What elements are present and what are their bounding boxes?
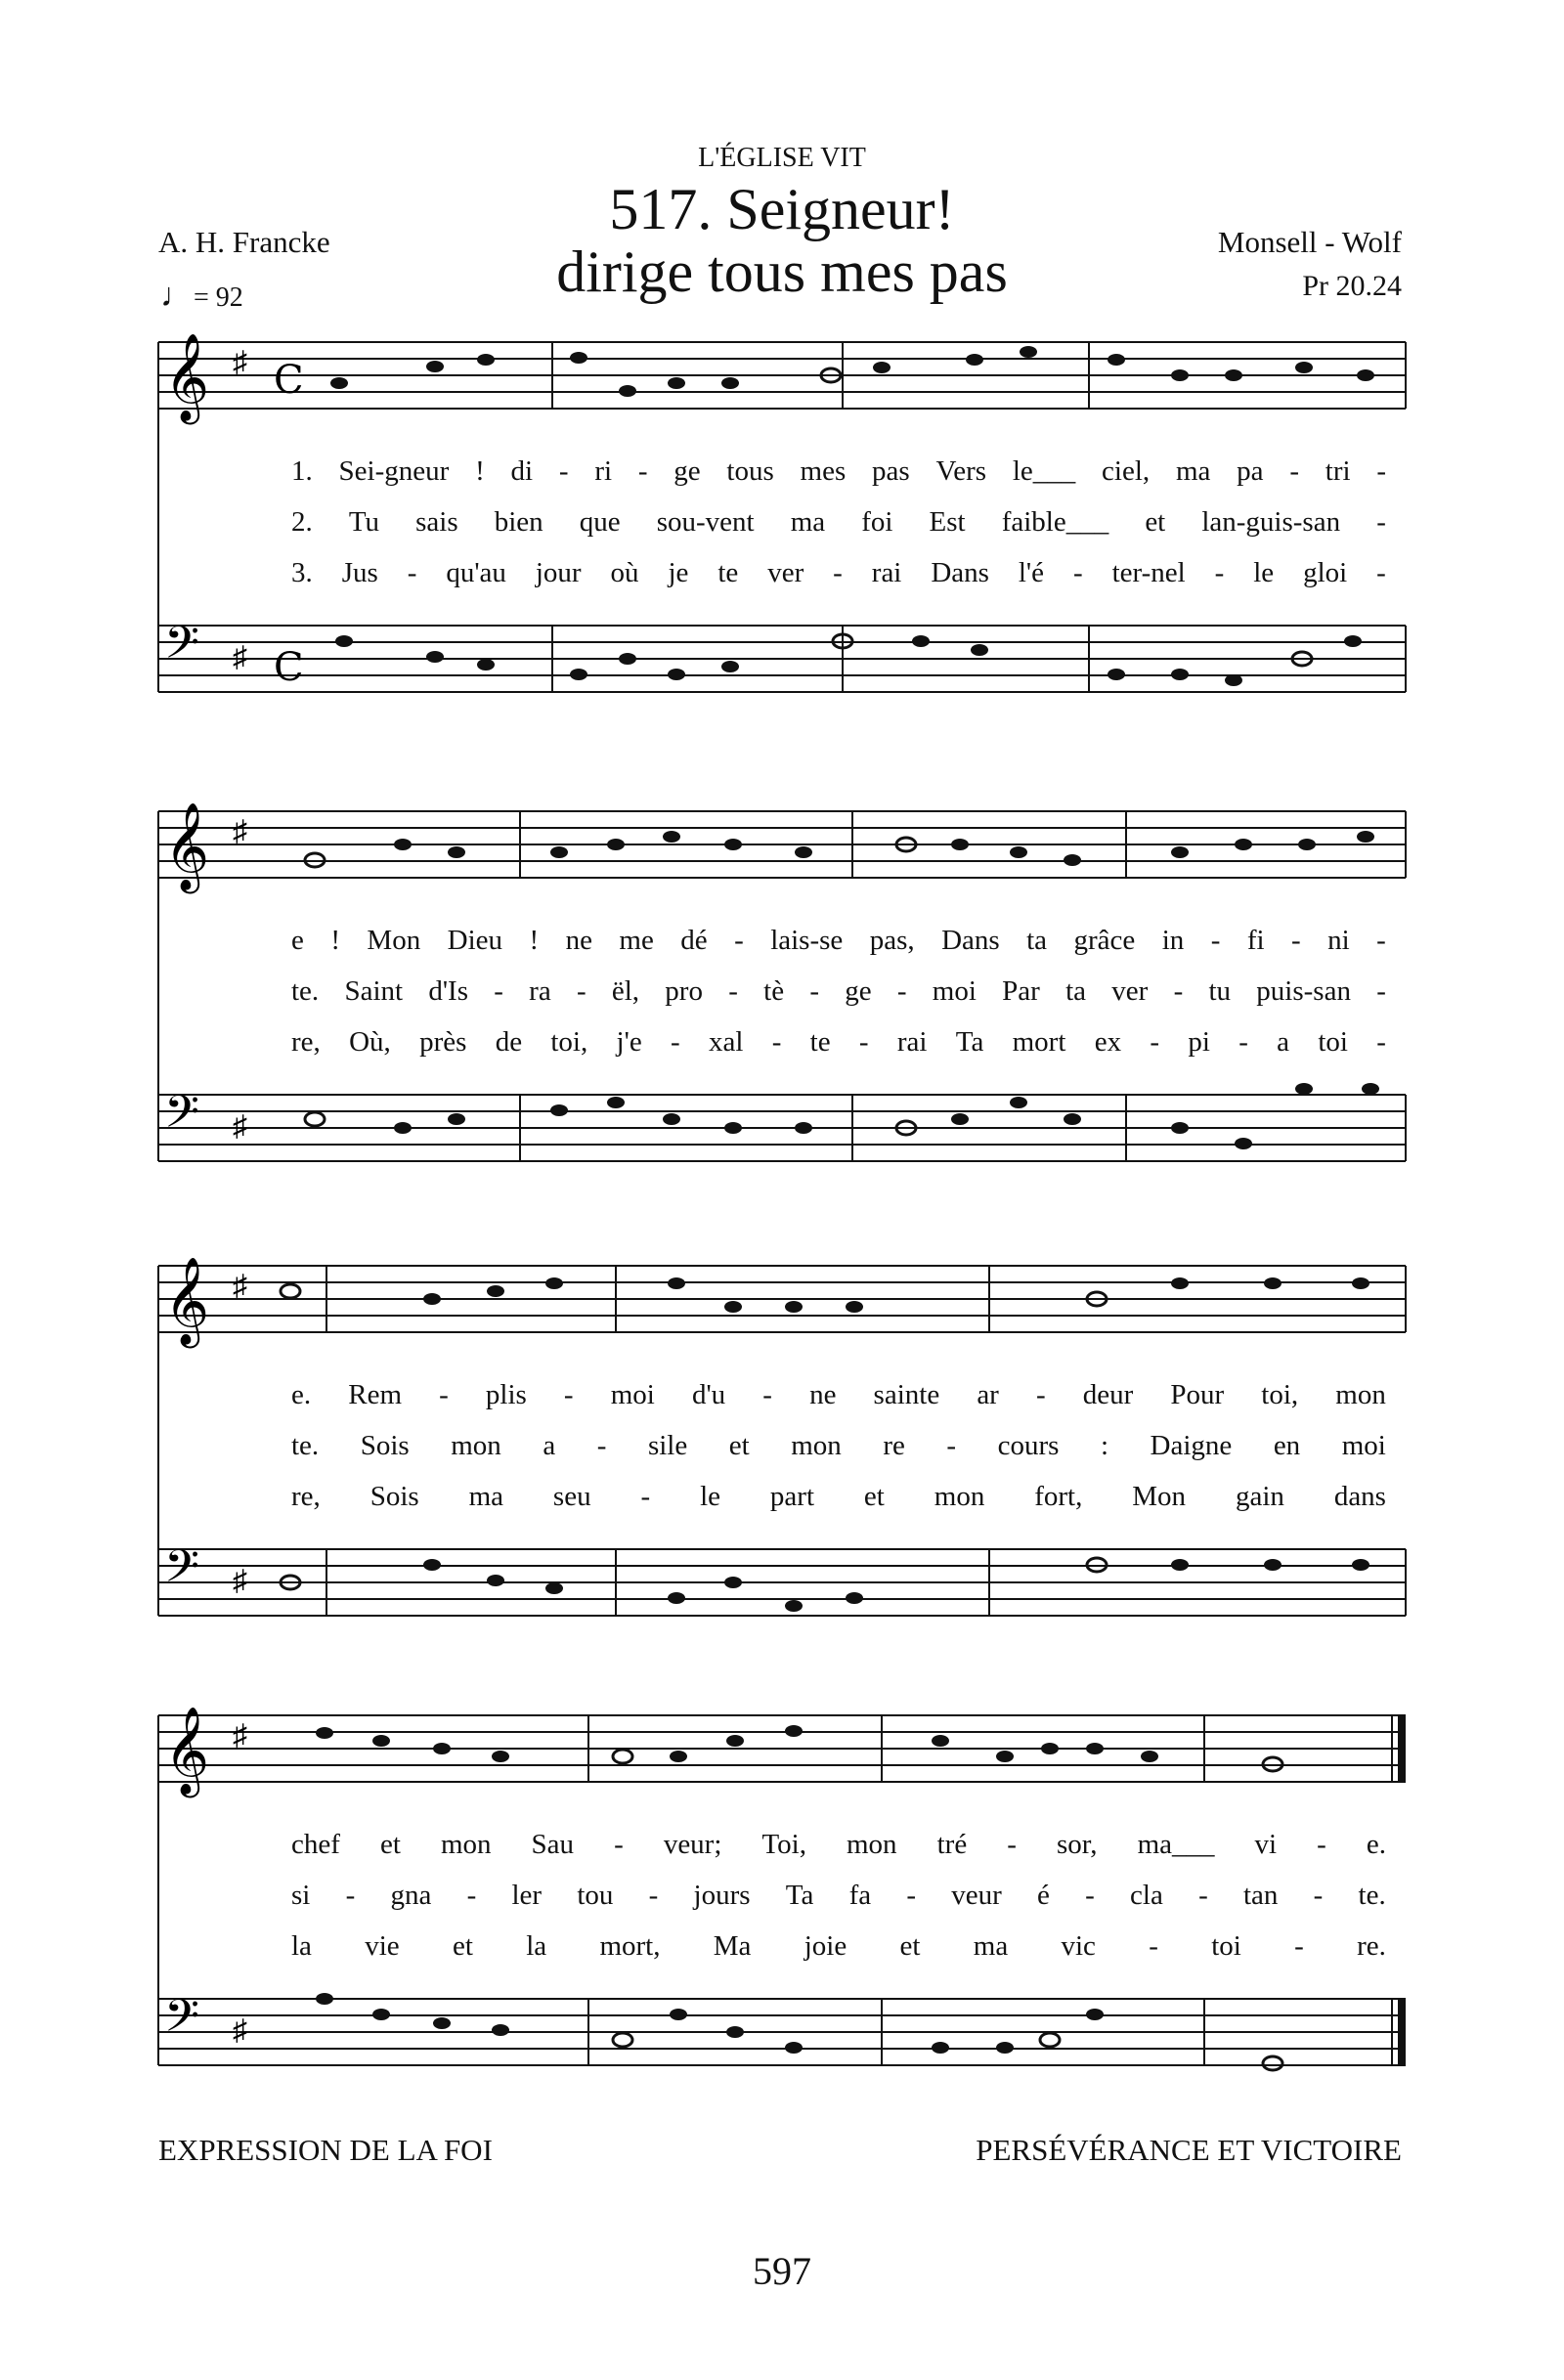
hymn-title-line-1: 517. Seigneur! xyxy=(609,177,955,241)
lyric-syllable: ma xyxy=(790,506,826,538)
lyric-syllable: e. xyxy=(291,1379,312,1410)
lyrics-verse-1 xyxy=(291,455,1386,495)
category-left: EXPRESSION DE LA FOI xyxy=(158,2133,493,2167)
lyric-syllable: moi xyxy=(610,1379,655,1410)
bass-staff xyxy=(158,617,1406,743)
lyric-syllable: Ta xyxy=(785,1880,814,1911)
lyric-syllable: ar xyxy=(977,1379,999,1410)
lyric-syllable: Mon xyxy=(367,925,421,956)
composer: A. H. Francke xyxy=(158,225,330,259)
lyric-syllable: et xyxy=(452,1930,473,1962)
lyric-syllable: ex xyxy=(1094,1026,1122,1058)
quarter-note-icon: ♩ xyxy=(160,278,194,314)
treble-clef-icon: 𝄞 xyxy=(164,802,210,890)
treble-staff xyxy=(158,333,1406,459)
lyric-syllable: - xyxy=(833,557,843,588)
lyric-syllable: - xyxy=(1007,1829,1017,1860)
lyric-syllable: - xyxy=(640,1481,651,1512)
lyric-syllable: - xyxy=(1313,1880,1324,1911)
lyrics-verse-1 xyxy=(291,925,1386,964)
lyric-syllable: - xyxy=(1198,1880,1208,1911)
lyric-syllable: tu xyxy=(1208,975,1232,1007)
key-signature-sharp-icon: ♯ xyxy=(233,1270,247,1302)
lyric-syllable: mort xyxy=(1012,1026,1066,1058)
lyric-syllable: pa xyxy=(1237,455,1264,487)
lyric-syllable: je xyxy=(668,557,689,588)
lyric-syllable: d'Is xyxy=(428,975,468,1007)
lyric-syllable: et xyxy=(863,1481,885,1512)
lyric-syllable: part xyxy=(769,1481,815,1512)
lyric-syllable: - xyxy=(671,1026,680,1058)
key-signature-sharp-icon: ♯ xyxy=(233,1719,247,1752)
lyric-syllable: mon xyxy=(440,1829,492,1860)
lyric-syllable: moi xyxy=(932,975,977,1007)
key-signature-sharp-icon: ♯ xyxy=(233,1565,247,1597)
lyric-syllable: ne xyxy=(809,1379,837,1410)
lyric-syllable: lan-guis-san xyxy=(1201,506,1341,538)
lyric-syllable: Dans xyxy=(931,557,989,588)
lyric-syllable: te xyxy=(809,1026,831,1058)
lyric-syllable: vie xyxy=(365,1930,400,1962)
lyric-syllable: chef xyxy=(291,1829,340,1860)
lyric-syllable: a xyxy=(543,1430,556,1461)
lyric-syllable: pas xyxy=(872,455,910,487)
category-right: PERSÉVÉRANCE ET VICTOIRE xyxy=(976,2133,1402,2167)
lyric-syllable: - xyxy=(1294,1930,1304,1962)
lyric-syllable: jours xyxy=(693,1880,751,1911)
lyric-syllable: - xyxy=(563,1379,574,1410)
lyric-syllable: Vers xyxy=(935,455,987,487)
lyric-syllable: d'u xyxy=(691,1379,726,1410)
treble-clef-icon: 𝄞 xyxy=(164,1257,210,1345)
lyric-syllable: - xyxy=(1085,1880,1095,1911)
lyrics-verse-2 xyxy=(291,975,1386,1015)
lyrics-verse-1 xyxy=(291,1379,1386,1418)
lyrics-verse-1 xyxy=(291,1829,1386,1868)
lyric-syllable: ! xyxy=(529,925,540,956)
lyric-syllable: ! xyxy=(475,455,485,487)
lyric-syllable: te. xyxy=(1358,1880,1386,1911)
lyric-syllable: - xyxy=(1238,1026,1248,1058)
lyric-syllable: - xyxy=(728,975,738,1007)
lyric-syllable: en xyxy=(1273,1430,1301,1461)
lyric-syllable: joie xyxy=(804,1930,847,1962)
lyric-syllable: et xyxy=(1145,506,1166,538)
lyric-syllable: et xyxy=(899,1930,921,1962)
section-heading: L'ÉGLISE VIT xyxy=(698,143,866,173)
lyric-syllable: fi xyxy=(1246,925,1265,956)
lyric-syllable: - xyxy=(494,975,503,1007)
lyric-syllable: mon xyxy=(847,1829,897,1860)
lyric-syllable: l'é xyxy=(1018,557,1045,588)
lyric-syllable: gain xyxy=(1235,1481,1284,1512)
tempo-value: = 92 xyxy=(194,282,243,313)
lyric-syllable: seu xyxy=(552,1481,591,1512)
lyric-syllable: ma xyxy=(1175,455,1211,487)
lyric-syllable: - xyxy=(1289,455,1299,487)
lyric-syllable: Mon xyxy=(1132,1481,1187,1512)
lyric-syllable: Par xyxy=(1002,975,1040,1007)
lyrics-verse-3 xyxy=(291,1481,1386,1520)
lyric-syllable: tou xyxy=(577,1880,614,1911)
page-number: 597 xyxy=(753,2249,811,2293)
lyric-syllable: puis-san xyxy=(1256,975,1351,1007)
lyric-syllable: mort, xyxy=(599,1930,661,1962)
lyric-syllable: - xyxy=(1376,455,1386,487)
lyric-syllable: faible___ xyxy=(1001,506,1109,538)
lyric-syllable: pi xyxy=(1188,1026,1210,1058)
lyric-syllable: vic xyxy=(1061,1930,1096,1962)
lyric-syllable: te. xyxy=(291,1430,320,1461)
lyric-syllable: - xyxy=(407,557,417,588)
lyric-syllable: Saint xyxy=(344,975,404,1007)
lyric-syllable: - xyxy=(1290,925,1301,956)
lyric-syllable: foi xyxy=(861,506,893,538)
lyric-syllable: rai xyxy=(871,557,902,588)
lyric-syllable: - xyxy=(1376,925,1386,956)
lyric-syllable: bien xyxy=(494,506,543,538)
lyric-syllable: sainte xyxy=(873,1379,940,1410)
lyric-syllable: - xyxy=(1376,506,1386,538)
lyricist: Monsell - Wolf xyxy=(1217,225,1402,259)
lyric-syllable: - xyxy=(896,975,907,1007)
lyric-syllable: - xyxy=(946,1430,957,1461)
lyric-syllable: Sau xyxy=(531,1829,575,1860)
lyric-syllable: que xyxy=(579,506,621,538)
lyric-syllable: veur xyxy=(951,1880,1002,1911)
lyric-syllable: tré xyxy=(936,1829,968,1860)
lyric-syllable: ni xyxy=(1327,925,1350,956)
lyric-syllable: tè xyxy=(763,975,785,1007)
lyric-syllable: Pour xyxy=(1170,1379,1225,1410)
lyric-syllable: cla xyxy=(1130,1880,1163,1911)
lyric-syllable: ne xyxy=(565,925,592,956)
lyric-syllable: jour xyxy=(535,557,582,588)
lyric-syllable: - xyxy=(1376,975,1386,1007)
lyric-syllable: - xyxy=(614,1829,624,1860)
lyric-syllable: Dieu xyxy=(447,925,503,956)
lyric-syllable: Tu xyxy=(348,506,380,538)
lyric-syllable: - xyxy=(1150,1026,1160,1058)
lyric-syllable: ta xyxy=(1026,925,1048,956)
lyric-syllable: - xyxy=(1035,1379,1046,1410)
tempo-marking xyxy=(160,278,243,315)
lyric-syllable: Dans xyxy=(941,925,1000,956)
lyric-syllable: - xyxy=(809,975,819,1007)
common-time-icon: C xyxy=(274,645,304,690)
lyric-syllable: - xyxy=(466,1880,477,1911)
lyric-syllable: sou-vent xyxy=(656,506,755,538)
lyric-syllable: toi xyxy=(1211,1930,1241,1962)
lyrics-verse-3 xyxy=(291,1930,1386,1969)
lyric-syllable: re, xyxy=(291,1481,321,1512)
lyric-syllable: le xyxy=(1253,557,1275,588)
lyric-syllable: xal xyxy=(708,1026,744,1058)
lyric-syllable: - xyxy=(1173,975,1184,1007)
lyric-syllable: mes xyxy=(800,455,847,487)
bass-clef-icon: 𝄢 xyxy=(164,1990,200,2054)
common-time-icon: C xyxy=(274,358,304,403)
lyric-syllable: - xyxy=(1317,1829,1326,1860)
lyric-syllable: où xyxy=(610,557,639,588)
lyric-syllable: ver xyxy=(767,557,804,588)
lyrics-verse-3 xyxy=(291,557,1386,596)
lyric-syllable: - xyxy=(734,925,744,956)
lyric-syllable: - xyxy=(637,455,648,487)
lyric-syllable: toi, xyxy=(550,1026,588,1058)
lyric-syllable: deur xyxy=(1082,1379,1134,1410)
lyric-syllable: in xyxy=(1161,925,1185,956)
lyric-syllable: mon xyxy=(791,1430,842,1461)
treble-clef-icon: 𝄞 xyxy=(164,333,210,421)
lyric-syllable: Où, xyxy=(349,1026,391,1058)
lyric-syllable: ma xyxy=(973,1930,1009,1962)
lyric-syllable: mon xyxy=(934,1481,985,1512)
lyric-syllable: ciel, xyxy=(1102,455,1151,487)
lyric-syllable: le___ xyxy=(1012,455,1076,487)
treble-staff xyxy=(158,802,1406,929)
lyric-syllable: fa xyxy=(848,1880,872,1911)
lyric-syllable: fort, xyxy=(1034,1481,1083,1512)
lyrics-verse-3 xyxy=(291,1026,1386,1065)
lyric-syllable: ver xyxy=(1111,975,1149,1007)
lyric-syllable: me xyxy=(619,925,654,956)
lyric-syllable: mon xyxy=(1335,1379,1386,1410)
bass-staff xyxy=(158,1990,1406,2116)
bass-staff xyxy=(158,1540,1406,1666)
lyric-syllable: te. xyxy=(291,975,320,1007)
lyric-syllable: - xyxy=(1376,557,1386,588)
key-signature-sharp-icon: ♯ xyxy=(233,815,247,847)
lyric-syllable: - xyxy=(1072,557,1083,588)
lyric-syllable: rai xyxy=(896,1026,928,1058)
lyric-syllable: 3. xyxy=(291,557,313,588)
lyric-syllable: - xyxy=(762,1379,772,1410)
lyric-syllable: sile xyxy=(647,1430,688,1461)
lyric-syllable: Est xyxy=(929,506,966,538)
lyric-syllable: ge xyxy=(845,975,872,1007)
lyric-syllable: ! xyxy=(330,925,340,956)
lyrics-verse-2 xyxy=(291,1880,1386,1919)
lyric-syllable: - xyxy=(1214,557,1225,588)
lyric-syllable: ël, xyxy=(611,975,640,1007)
lyric-syllable: - xyxy=(1376,1026,1386,1058)
lyric-syllable: dans xyxy=(1333,1481,1386,1512)
lyric-syllable: ter-nel xyxy=(1111,557,1186,588)
lyric-syllable: re xyxy=(883,1430,905,1461)
hymn-title-line-2: dirige tous mes pas xyxy=(556,239,1008,304)
lyric-syllable: ma xyxy=(468,1481,504,1512)
lyric-syllable: Sei-gneur xyxy=(338,455,450,487)
lyric-syllable: moi xyxy=(1341,1430,1386,1461)
lyric-syllable: de xyxy=(495,1026,523,1058)
bass-clef-icon: 𝄢 xyxy=(164,617,200,680)
lyric-syllable: dé xyxy=(680,925,708,956)
lyric-syllable: et xyxy=(379,1829,401,1860)
lyric-syllable: vi xyxy=(1254,1829,1278,1860)
lyric-syllable: é xyxy=(1037,1880,1050,1911)
bass-clef-icon: 𝄢 xyxy=(164,1540,200,1604)
lyric-syllable: ler xyxy=(511,1880,543,1911)
lyric-syllable: la xyxy=(526,1930,547,1962)
lyric-syllable: Ma xyxy=(713,1930,752,1962)
key-signature-sharp-icon: ♯ xyxy=(233,641,247,673)
key-signature-sharp-icon: ♯ xyxy=(233,346,247,378)
lyric-syllable: - xyxy=(858,1026,869,1058)
lyric-syllable: Ta xyxy=(955,1026,984,1058)
lyric-syllable: Jus xyxy=(341,557,378,588)
lyric-syllable: Rem xyxy=(348,1379,403,1410)
lyric-syllable: di xyxy=(510,455,534,487)
lyric-syllable: mon xyxy=(451,1430,501,1461)
lyric-syllable: ge xyxy=(673,455,701,487)
lyric-syllable: - xyxy=(596,1430,607,1461)
lyric-syllable: j'e xyxy=(616,1026,642,1058)
lyric-syllable: - xyxy=(345,1880,356,1911)
lyric-syllable: lais-se xyxy=(770,925,844,956)
scripture-reference: Pr 20.24 xyxy=(1302,270,1402,302)
lyric-syllable: qu'au xyxy=(446,557,506,588)
lyric-syllable: la xyxy=(291,1930,312,1962)
lyric-syllable: Sois xyxy=(360,1430,410,1461)
lyric-syllable: gna xyxy=(390,1880,432,1911)
lyric-syllable: re. xyxy=(1357,1930,1386,1962)
treble-clef-icon: 𝄞 xyxy=(164,1707,210,1795)
lyric-syllable: e. xyxy=(1366,1829,1386,1860)
lyric-syllable: - xyxy=(558,455,569,487)
lyric-syllable: - xyxy=(439,1379,449,1410)
lyric-syllable: le xyxy=(700,1481,721,1512)
lyric-syllable: Daigne xyxy=(1150,1430,1233,1461)
lyric-syllable: : xyxy=(1100,1430,1108,1461)
lyric-syllable: tan xyxy=(1242,1880,1279,1911)
lyric-syllable: grâce xyxy=(1073,925,1136,956)
bass-staff xyxy=(158,1086,1406,1212)
bass-clef-icon: 𝄢 xyxy=(164,1086,200,1149)
lyric-syllable: 1. xyxy=(291,455,313,487)
lyric-syllable: Toi, xyxy=(761,1829,806,1860)
lyric-syllable: pro xyxy=(665,975,703,1007)
lyric-syllable: pas, xyxy=(869,925,915,956)
lyric-syllable: si xyxy=(291,1880,311,1911)
lyric-syllable: toi xyxy=(1318,1026,1348,1058)
lyric-syllable: cours xyxy=(997,1430,1060,1461)
lyrics-verse-2 xyxy=(291,506,1386,545)
lyrics-verse-2 xyxy=(291,1430,1386,1469)
key-signature-sharp-icon: ♯ xyxy=(233,1110,247,1143)
lyric-syllable: ra xyxy=(529,975,551,1007)
lyric-syllable: re, xyxy=(291,1026,321,1058)
lyric-syllable: veur; xyxy=(663,1829,722,1860)
treble-staff xyxy=(158,1257,1406,1383)
key-signature-sharp-icon: ♯ xyxy=(233,2014,247,2047)
lyric-syllable: tous xyxy=(726,455,774,487)
lyric-syllable: te xyxy=(717,557,739,588)
lyric-syllable: sais xyxy=(415,506,458,538)
lyric-syllable: près xyxy=(419,1026,467,1058)
lyric-syllable: ma___ xyxy=(1137,1829,1215,1860)
lyric-syllable: ri xyxy=(594,455,613,487)
lyric-syllable: et xyxy=(728,1430,750,1461)
lyric-syllable: sor, xyxy=(1056,1829,1098,1860)
lyric-syllable: toi, xyxy=(1261,1379,1299,1410)
lyric-syllable: plis xyxy=(485,1379,527,1410)
lyric-syllable: - xyxy=(576,975,586,1007)
lyric-syllable: - xyxy=(1210,925,1221,956)
treble-staff xyxy=(158,1707,1406,1833)
lyric-syllable: - xyxy=(906,1880,916,1911)
lyric-syllable: tri xyxy=(1325,455,1351,487)
lyric-syllable: - xyxy=(648,1880,659,1911)
lyric-syllable: e xyxy=(291,925,304,956)
lyric-syllable: a xyxy=(1277,1026,1290,1058)
lyric-syllable: 2. xyxy=(291,506,313,538)
lyric-syllable: - xyxy=(1149,1930,1158,1962)
lyric-syllable: - xyxy=(771,1026,782,1058)
lyric-syllable: gloi xyxy=(1303,557,1348,588)
lyric-syllable: Sois xyxy=(369,1481,419,1512)
lyric-syllable: ta xyxy=(1065,975,1087,1007)
